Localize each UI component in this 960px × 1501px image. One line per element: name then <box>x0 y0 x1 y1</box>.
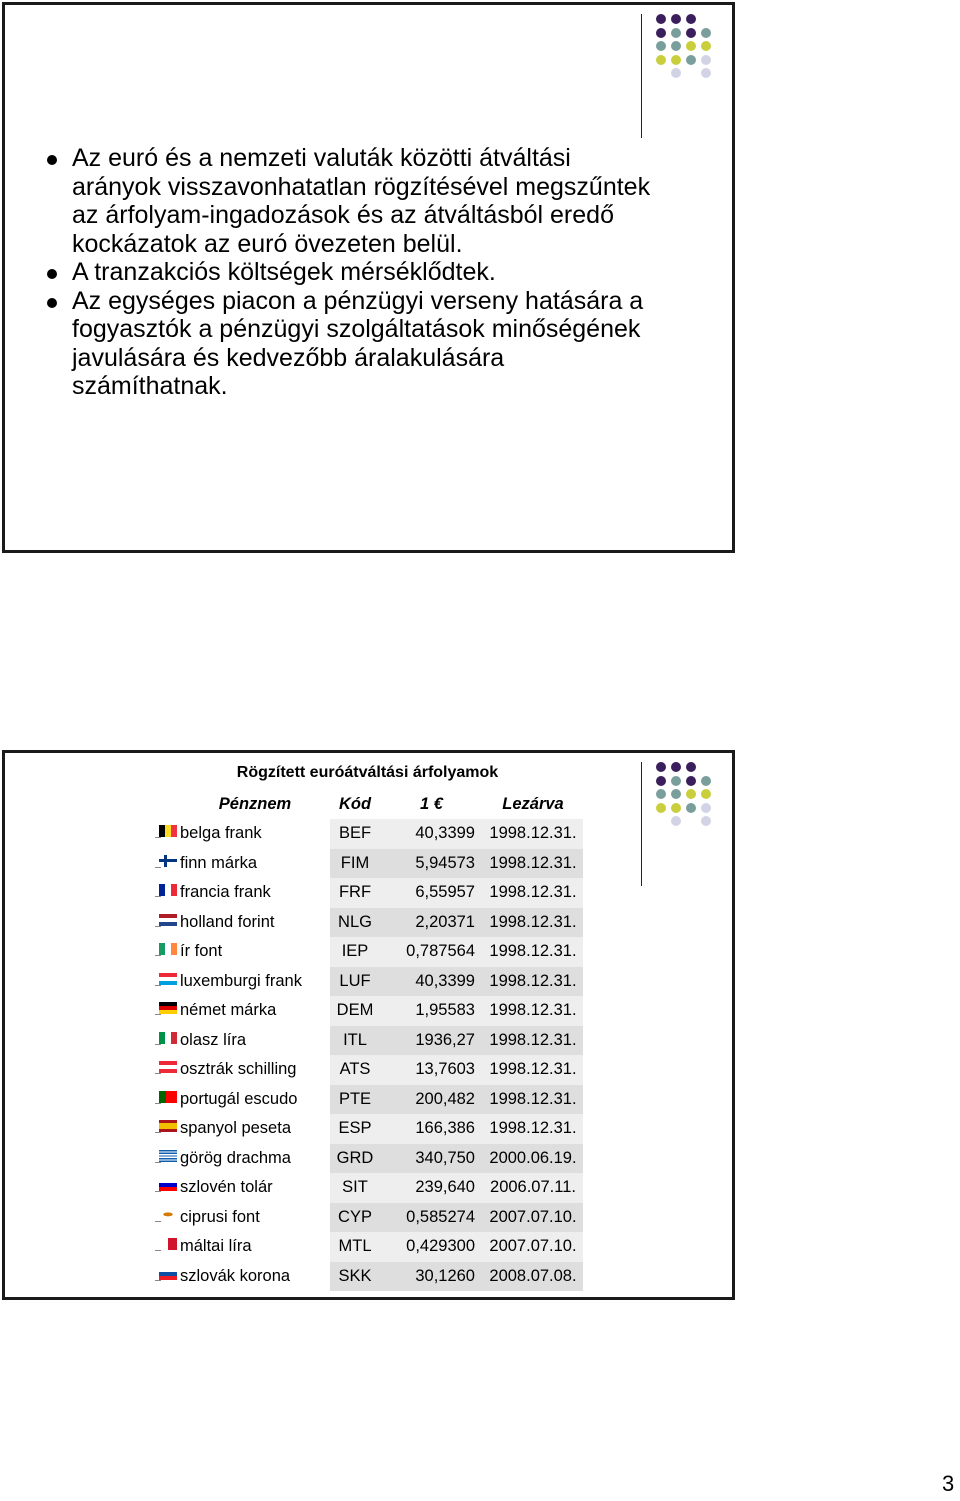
closing-date: 1998.12.31. <box>483 937 583 967</box>
currency-code: SKK <box>330 1262 380 1292</box>
conversion-rate: 0,787564 <box>380 937 483 967</box>
closing-date: 2008.07.08. <box>483 1262 583 1292</box>
currency-code: NLG <box>330 908 380 938</box>
flag-base-line <box>155 1103 161 1104</box>
exchange-rate-table <box>153 789 583 1291</box>
currency-code: FIM <box>330 849 380 879</box>
currency-code: FRF <box>330 878 380 908</box>
closing-date: 2006.07.11. <box>483 1173 583 1203</box>
header-closed: Lezárva <box>502 794 564 813</box>
slide-1-divider-line <box>641 14 642 138</box>
header-flag-spacer <box>153 789 180 819</box>
italy-flag-icon <box>159 1032 177 1044</box>
table-row <box>153 1026 583 1056</box>
header-one-euro: 1 € <box>420 794 443 813</box>
bullet-text: Az euró és a nemzeti valuták közötti átváltási arányok visszavonhatatlan rögzítésével megszűntek az árfolyam-ingadozások és az átváltásból eredő kockázatok az euró övezeten belül. <box>72 144 651 258</box>
spain-flag-icon <box>159 1120 177 1132</box>
bullet-text: A tranzakciós költségek mérséklődtek. <box>72 258 496 286</box>
bullet-item <box>45 258 695 287</box>
table-row <box>153 1232 583 1262</box>
conversion-rate: 6,55957 <box>380 878 483 908</box>
currency-code: MTL <box>330 1232 380 1262</box>
cyprus-flag-icon <box>159 1209 177 1221</box>
bullet-item <box>45 287 695 401</box>
luxembourg-flag-icon <box>159 973 177 985</box>
slovenia-flag-icon <box>159 1179 177 1191</box>
currency-code: GRD <box>330 1144 380 1174</box>
decor-dot-icon <box>701 789 711 799</box>
conversion-rate: 0,585274 <box>380 1203 483 1233</box>
table-row <box>153 967 583 997</box>
bullet-text: Az egységes piacon a pénzügyi verseny hatására a fogyasztók a pénzügyi szolgáltatások minőségének javulására és kedvezőbb áralakulására számíthatnak. <box>72 286 644 400</box>
currency-code: CYP <box>330 1203 380 1233</box>
flag-cell <box>153 967 180 997</box>
flag-base-line <box>155 926 161 927</box>
closing-date: 1998.12.31. <box>483 819 583 849</box>
france-flag-icon <box>159 884 177 896</box>
decor-dot-icon <box>701 28 711 38</box>
currency-name: szlovén tolár <box>180 1178 273 1197</box>
currency-name: portugál escudo <box>180 1089 298 1108</box>
conversion-rate: 5,94573 <box>380 849 483 879</box>
currency-code: IEP <box>330 937 380 967</box>
currency-code: DEM <box>330 996 380 1026</box>
table-header-row <box>153 789 583 819</box>
decor-dot-icon <box>686 14 696 24</box>
decor-dot-icon <box>686 55 696 65</box>
conversion-rate: 1936,27 <box>380 1026 483 1056</box>
table-row <box>153 1085 583 1115</box>
decor-dot-icon <box>656 55 666 65</box>
decor-dot-icon <box>686 41 696 51</box>
decor-dot-icon <box>656 803 666 813</box>
decor-dot-icon <box>701 68 711 78</box>
table-row <box>153 937 583 967</box>
flag-base-line <box>155 1280 161 1281</box>
closing-date: 1998.12.31. <box>483 996 583 1026</box>
currency-name: olasz líra <box>180 1030 247 1049</box>
decor-dot-icon <box>686 803 696 813</box>
decor-dot-icon <box>686 789 696 799</box>
closing-date: 1998.12.31. <box>483 908 583 938</box>
table-row <box>153 1144 583 1174</box>
currency-code: ESP <box>330 1114 380 1144</box>
flag-base-line <box>155 896 161 897</box>
finland-flag-icon <box>159 855 177 867</box>
conversion-rate: 239,640 <box>380 1173 483 1203</box>
decor-dot-icon <box>701 41 711 51</box>
flag-cell <box>153 1085 180 1115</box>
flag-cell <box>153 1144 180 1174</box>
currency-code: ATS <box>330 1055 380 1085</box>
flag-cell <box>153 908 180 938</box>
conversion-rate: 40,3399 <box>380 819 483 849</box>
belgium-flag-icon <box>159 825 177 837</box>
table-row <box>153 849 583 879</box>
greece-flag-icon <box>159 1150 177 1162</box>
decor-dot-icon <box>671 28 681 38</box>
currency-code: LUF <box>330 967 380 997</box>
flag-base-line <box>155 985 161 986</box>
page-number: 3 <box>942 1471 955 1496</box>
closing-date: 1998.12.31. <box>483 878 583 908</box>
flag-base-line <box>155 837 161 838</box>
closing-date: 1998.12.31. <box>483 967 583 997</box>
flag-base-line <box>155 867 161 868</box>
malta-flag-icon <box>159 1238 177 1250</box>
flag-base-line <box>155 1014 161 1015</box>
closing-date: 1998.12.31. <box>483 849 583 879</box>
conversion-rate: 13,7603 <box>380 1055 483 1085</box>
flag-base-line <box>155 1044 161 1045</box>
flag-base-line <box>155 1162 161 1163</box>
bullet-dot-icon <box>47 155 57 165</box>
table-row <box>153 1114 583 1144</box>
table-row <box>153 1055 583 1085</box>
currency-name: szlovák korona <box>180 1266 291 1285</box>
decor-dot-icon <box>686 28 696 38</box>
flag-base-line <box>155 1221 161 1222</box>
currency-name: francia frank <box>180 883 271 902</box>
decor-dot-icon <box>671 41 681 51</box>
flag-base-line <box>155 955 161 956</box>
closing-date: 2000.06.19. <box>483 1144 583 1174</box>
currency-name: luxemburgi frank <box>180 971 302 990</box>
currency-code: SIT <box>330 1173 380 1203</box>
closing-date: 2007.07.10. <box>483 1232 583 1262</box>
flag-cell <box>153 878 180 908</box>
currency-name: spanyol peseta <box>180 1119 291 1138</box>
currency-name: ír font <box>180 942 223 961</box>
bullet-dot-icon <box>47 269 57 279</box>
decor-dot-icon <box>671 14 681 24</box>
closing-date: 1998.12.31. <box>483 1026 583 1056</box>
decor-dot-icon <box>656 14 666 24</box>
conversion-rate: 30,1260 <box>380 1262 483 1292</box>
table-row <box>153 819 583 849</box>
flag-cell <box>153 1173 180 1203</box>
decor-dot-icon <box>656 41 666 51</box>
flag-cell <box>153 1262 180 1292</box>
flag-cell <box>153 937 180 967</box>
flag-cell <box>153 819 180 849</box>
decor-dot-icon <box>701 55 711 65</box>
currency-name: görög drachma <box>180 1148 291 1167</box>
table-row <box>153 996 583 1026</box>
decor-dot-icon <box>701 816 711 826</box>
flag-cell <box>153 1203 180 1233</box>
currency-name: máltai líra <box>180 1237 252 1256</box>
decor-dot-icon <box>671 55 681 65</box>
table-row <box>153 1203 583 1233</box>
decor-dot-icon <box>671 816 681 826</box>
currency-name: német márka <box>180 1001 277 1020</box>
flag-cell <box>153 1055 180 1085</box>
table-row <box>153 1262 583 1292</box>
conversion-rate: 340,750 <box>380 1144 483 1174</box>
currency-name: ciprusi font <box>180 1207 260 1226</box>
header-currency: Pénznem <box>218 794 292 813</box>
decor-dot-icon <box>656 28 666 38</box>
flag-base-line <box>155 1073 161 1074</box>
decor-dot-icon <box>671 789 681 799</box>
bullet-item <box>45 144 695 258</box>
austria-flag-icon <box>159 1061 177 1073</box>
conversion-rate: 200,482 <box>380 1085 483 1115</box>
conversion-rate: 2,20371 <box>380 908 483 938</box>
slide-1-bullet-list <box>45 144 695 401</box>
header-code: Kód <box>338 794 372 813</box>
currency-code: BEF <box>330 819 380 849</box>
closing-date: 1998.12.31. <box>483 1055 583 1085</box>
decor-dot-icon <box>671 68 681 78</box>
currency-name: holland forint <box>180 912 275 931</box>
flag-cell <box>153 1026 180 1056</box>
germany-flag-icon <box>159 1002 177 1014</box>
flag-cell <box>153 1232 180 1262</box>
conversion-rate: 40,3399 <box>380 967 483 997</box>
slovakia-flag-icon <box>159 1268 177 1280</box>
decor-dot-icon <box>656 789 666 799</box>
conversion-rate: 0,429300 <box>380 1232 483 1262</box>
ireland-flag-icon <box>159 943 177 955</box>
table-row <box>153 908 583 938</box>
bullet-dot-icon <box>47 298 57 308</box>
flag-base-line <box>155 1250 161 1251</box>
table-row <box>153 1173 583 1203</box>
conversion-rate: 166,386 <box>380 1114 483 1144</box>
conversion-rate: 1,95583 <box>380 996 483 1026</box>
flag-cell <box>153 996 180 1026</box>
table-title: Rögzített euróátváltási árfolyamok <box>236 764 499 781</box>
currency-name: osztrák schilling <box>180 1060 297 1079</box>
decor-dot-icon <box>671 803 681 813</box>
decor-dot-icon <box>701 803 711 813</box>
closing-date: 1998.12.31. <box>483 1085 583 1115</box>
flag-base-line <box>155 1191 161 1192</box>
currency-name: belga frank <box>180 824 262 843</box>
table-row <box>153 878 583 908</box>
netherlands-flag-icon <box>159 914 177 926</box>
flag-base-line <box>155 1132 161 1133</box>
closing-date: 2007.07.10. <box>483 1203 583 1233</box>
currency-code: ITL <box>330 1026 380 1056</box>
table-body <box>153 819 583 1291</box>
flag-cell <box>153 1114 180 1144</box>
currency-code: PTE <box>330 1085 380 1115</box>
currency-name: finn márka <box>180 853 258 872</box>
portugal-flag-icon <box>159 1091 177 1103</box>
flag-cell <box>153 849 180 879</box>
closing-date: 1998.12.31. <box>483 1114 583 1144</box>
